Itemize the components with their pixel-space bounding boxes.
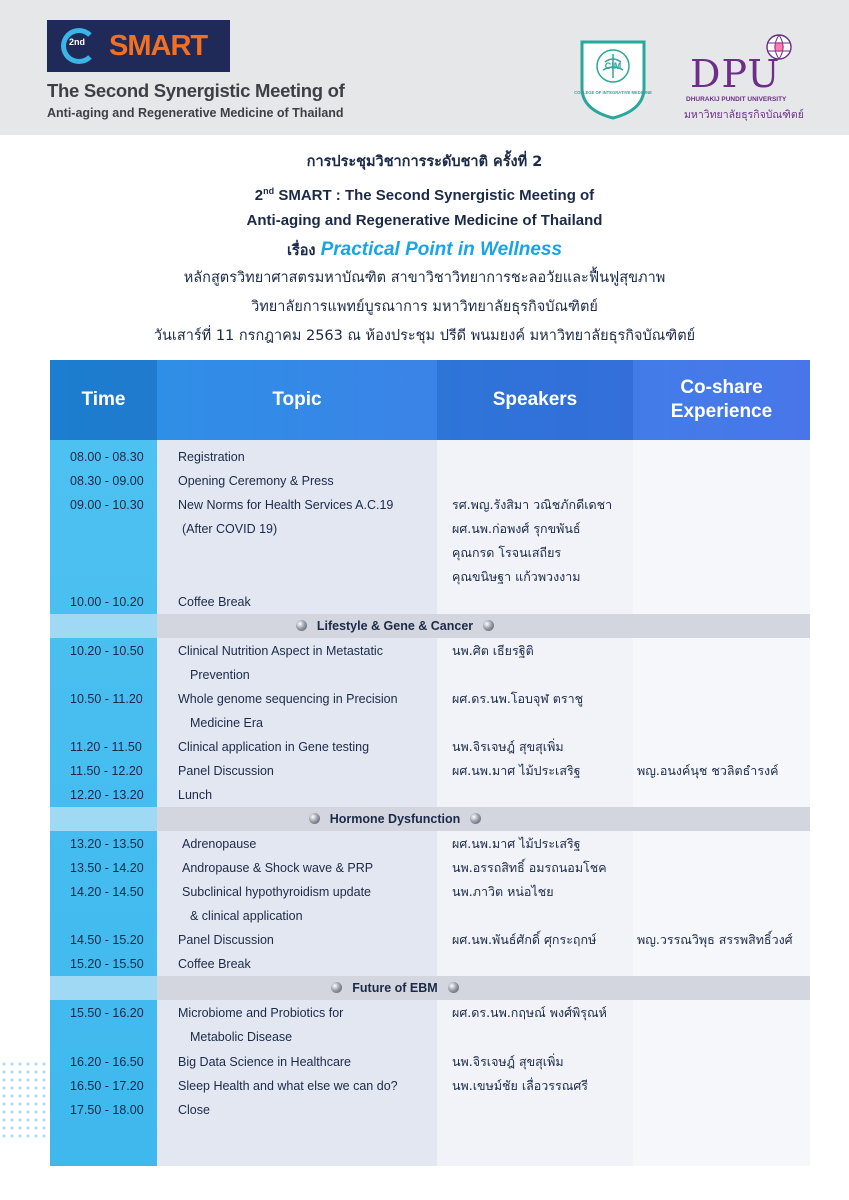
table-row: [50, 880, 810, 904]
row-topic: Subclinical hypothyroidism update: [182, 885, 371, 899]
header-cos-line2: Experience: [670, 401, 773, 422]
row-time: 16.50 - 17.20: [70, 1079, 144, 1093]
table-row: [50, 952, 810, 976]
bullet-icon: [296, 620, 307, 631]
section-bar-ebm: [50, 976, 810, 1000]
row-speaker: ผศ.ดร.นพ.โอบจุฬ ตราชู: [452, 691, 584, 706]
row-topic: (After COVID 19): [182, 522, 278, 536]
row-time: 13.50 - 14.20: [70, 861, 144, 875]
header-cos-line1: Co-share: [680, 377, 763, 398]
row-time: 14.50 - 15.20: [70, 933, 144, 947]
row-cos: พญ.อนงค์นุช ชวลิตธำรงค์: [637, 763, 779, 778]
dpu-sub: DHURAKIJ PUNDIT UNIVERSITY: [686, 96, 787, 103]
row-topic: Opening Ceremony & Press: [178, 474, 334, 488]
row-topic: Metabolic Disease: [190, 1030, 293, 1044]
bullet-icon: [483, 620, 494, 631]
table-row: [50, 1050, 810, 1074]
row-speaker: นพ.ภาวิต หน่อไชย: [452, 884, 554, 899]
row-topic: Adrenopause: [182, 837, 257, 851]
row-time: 11.20 - 11.50: [70, 740, 142, 754]
bullet-icon: [470, 813, 481, 824]
table-row: [50, 663, 810, 687]
table-row: [50, 517, 810, 541]
table-row: [50, 639, 810, 663]
table-row: [50, 687, 810, 711]
row-speaker: นพ.เขษม์ชัย เลื่อวรรณศรี: [452, 1078, 588, 1093]
intro-line4-prefix: เรื่อง: [286, 243, 316, 259]
table-row: [50, 590, 810, 614]
intro-line4: [0, 235, 849, 264]
row-speaker: ผศ.นพ.ก่อพงศ์ รุกขพันธ์: [452, 521, 581, 536]
row-time: 11.50 - 12.20: [70, 764, 143, 778]
intro-line5: หลักสูตรวิทยาศาสตรมหาบัณฑิต สาขาวิชาวิทยาการชะลอวัยและฟื้นฟูสุขภาพ: [183, 270, 666, 286]
row-speaker: ผศ.นพ.พันธ์ศักดิ์ ศุกระฤกษ์: [452, 932, 597, 947]
cim-text: COLLEGE OF INTEGRATIVE MEDICINE: [574, 90, 652, 95]
row-topic: Panel Discussion: [178, 933, 274, 947]
table-row: [50, 565, 810, 589]
table-row: [50, 1001, 810, 1025]
table-row: [50, 759, 810, 783]
intro-line4-accent: Practical Point in Wellness: [320, 239, 563, 260]
row-cos: พญ.วรรณวิพุธ สรรพสิทธิ์วงศ์: [637, 932, 793, 947]
intro-block: [0, 148, 849, 351]
intro-line3: Anti-aging and Regenerative Medicine of Thailand: [246, 212, 603, 229]
row-speaker: นพ.จิรเจษฎ์ สุขสุเพิ่ม: [452, 1054, 564, 1069]
row-topic: Registration: [178, 450, 245, 464]
section-bar-left: [50, 614, 157, 638]
header-title: The Second Synergistic Meeting of: [47, 80, 345, 101]
table-row: [50, 469, 810, 493]
section-label: Lifestyle & Gene & Cancer: [316, 619, 474, 633]
header-cos: [633, 360, 810, 440]
section-title: [157, 807, 633, 831]
row-speaker: ผศ.ดร.นพ.กฤษณ์ พงศ์พิรุณห์: [452, 1005, 607, 1020]
table-header: [50, 360, 810, 440]
row-topic: Big Data Science in Healthcare: [178, 1055, 352, 1069]
row-topic: Prevention: [190, 668, 250, 682]
row-time: 09.00 - 10.30: [70, 498, 144, 512]
table-row: [50, 783, 810, 807]
row-topic: Coffee Break: [178, 595, 251, 609]
row-time: 15.50 - 16.20: [70, 1006, 144, 1020]
table-row: [50, 493, 810, 517]
row-topic: Medicine Era: [190, 716, 263, 730]
row-time: 16.20 - 16.50: [70, 1055, 144, 1069]
dpu-thai: มหาวิทยาลัยธุรกิจบัณฑิตย์: [684, 109, 804, 121]
section-title: [157, 614, 633, 638]
row-speaker: นพ.อรรถสิทธิ์ อมรถนอมโชค: [452, 860, 607, 875]
row-time: 10.50 - 11.20: [70, 692, 143, 706]
bullet-icon: [331, 982, 342, 993]
intro-line2-sup: nd: [263, 186, 275, 196]
smart-logo-text: SMART: [109, 30, 208, 62]
row-speaker: รศ.พญ.รังสิมา วณิชภักดีเดชา: [452, 497, 613, 512]
row-topic: Sleep Health and what else we can do?: [178, 1079, 398, 1093]
smart-logo-sup: 2nd: [69, 37, 86, 47]
table-row: [50, 832, 810, 856]
section-title: [157, 976, 633, 1000]
header-band: [0, 0, 849, 135]
row-speaker: นพ.ศิต เธียรฐิติ: [452, 643, 534, 658]
table-row: [50, 856, 810, 880]
intro-line2-rest: SMART : The Second Synergistic Meeting of: [278, 187, 595, 204]
row-topic: Lunch: [178, 788, 213, 802]
row-speaker: ผศ.นพ.มาศ ไม้ประเสริฐ: [452, 836, 581, 851]
table-row: [50, 735, 810, 759]
section-bar-hormone: [50, 807, 810, 831]
row-time: 08.00 - 08.30: [70, 450, 144, 464]
smart-logo: [47, 20, 230, 72]
row-topic: Panel Discussion: [178, 764, 274, 778]
schedule-table: [50, 360, 810, 1166]
row-speaker: คุณขนิษฐา แก้วพวงงาม: [452, 569, 581, 584]
cim-shield-logo: [574, 36, 652, 120]
row-topic: Whole genome sequencing in Precision: [178, 692, 398, 706]
row-speaker: คุณกรด โรจนเสถียร: [452, 545, 562, 560]
intro-line2: [0, 177, 849, 206]
header-time: Time: [50, 360, 157, 440]
dpu-text: DPU: [690, 52, 781, 96]
table-row: [50, 711, 810, 735]
table-row: [50, 904, 810, 928]
cim-letters: CIM: [604, 61, 622, 71]
table-row: [50, 541, 810, 565]
decorative-dots: [0, 1060, 48, 1140]
intro-line2-num: 2: [254, 187, 264, 204]
row-speaker: นพ.จิรเจษฎ์ สุขสุเพิ่ม: [452, 739, 564, 754]
row-topic: Andropause & Shock wave & PRP: [182, 861, 374, 875]
row-topic: New Norms for Health Services A.C.19: [178, 498, 394, 512]
dpu-logo: [670, 30, 810, 120]
bullet-icon: [448, 982, 459, 993]
row-time: 08.30 - 09.00: [70, 474, 144, 488]
header-speakers: Speakers: [437, 360, 633, 440]
table-row: [50, 445, 810, 469]
table-row: [50, 1098, 810, 1122]
section-label: Future of EBM: [352, 981, 438, 995]
row-time: 13.20 - 13.50: [70, 837, 144, 851]
row-topic: Clinical Nutrition Aspect in Metastatic: [178, 644, 383, 658]
row-topic: Coffee Break: [178, 957, 251, 971]
section-bar-left: [50, 976, 157, 1000]
header-subtitle: Anti-aging and Regenerative Medicine of Thailand: [47, 106, 344, 120]
section-label: Hormone Dysfunction: [329, 812, 461, 826]
row-time: 15.20 - 15.50: [70, 957, 144, 971]
row-speaker: ผศ.นพ.มาศ ไม้ประเสริฐ: [452, 763, 581, 778]
section-bar-left: [50, 807, 157, 831]
section-bar-lifestyle: [50, 614, 810, 638]
intro-line7: วันเสาร์ที่ 11 กรกฎาคม 2563 ณ ห้องประชุม ปรีดี พนมยงค์ มหาวิทยาลัยธุรกิจบัณฑิตย์: [153, 328, 696, 344]
table-row: [50, 1025, 810, 1049]
row-time: 14.20 - 14.50: [70, 885, 144, 899]
intro-line6: วิทยาลัยการแพทย์บูรณาการ มหาวิทยาลัยธุรกิจบัณฑิตย์: [251, 299, 598, 315]
row-topic: & clinical application: [190, 909, 303, 923]
bullet-icon: [309, 813, 320, 824]
row-time: 10.00 - 10.20: [70, 595, 144, 609]
table-row: [50, 1074, 810, 1098]
row-time: 17.50 - 18.00: [70, 1103, 144, 1117]
row-topic: Close: [178, 1103, 210, 1117]
row-time: 12.20 - 13.20: [70, 788, 144, 802]
table-row: [50, 928, 810, 952]
header-topic: Topic: [157, 360, 437, 440]
intro-line1: การประชุมวิชาการระดับชาติ ครั้งที่ 2: [306, 154, 543, 170]
row-topic: Microbiome and Probiotics for: [178, 1006, 344, 1020]
row-time: 10.20 - 10.50: [70, 644, 144, 658]
row-topic: Clinical application in Gene testing: [178, 740, 370, 754]
